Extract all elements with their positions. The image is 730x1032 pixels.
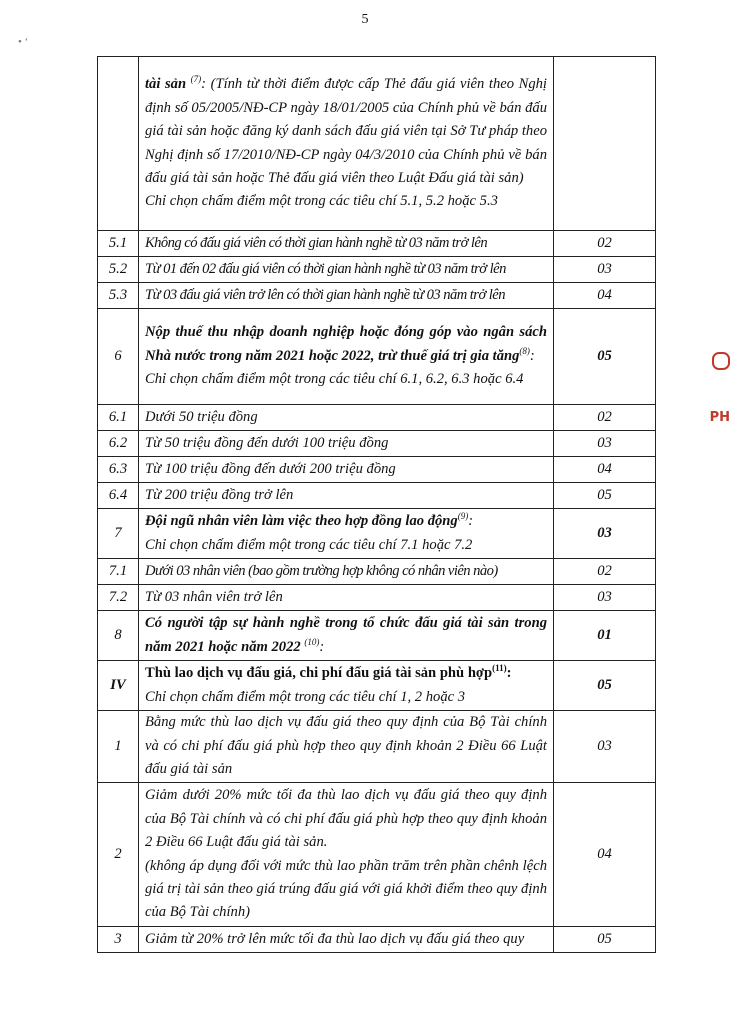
row-number: 7.1 — [98, 559, 139, 585]
criterion-text: Bằng mức thù lao dịch vụ đấu giá theo quy định của Bộ Tài chính và có chi phí đấu giá phù hợp theo quy định khoản 2 Điều 66 Luật đấu giá tài sản — [139, 711, 554, 783]
criterion-text: Từ 50 triệu đồng đến dưới 100 triệu đồng — [139, 431, 554, 457]
row-number: 1 — [98, 711, 139, 783]
table-row — [98, 611, 656, 661]
criterion-text: Từ 03 đấu giá viên trở lên có thời gian hành nghề từ 03 năm trở lên — [139, 283, 554, 309]
table-row — [98, 57, 656, 231]
table-row — [98, 309, 656, 405]
criterion-description: : — [529, 347, 535, 364]
score: 03 — [554, 431, 656, 457]
score: 03 — [554, 509, 656, 559]
criterion-text — [139, 509, 554, 559]
footnote-ref: (7) — [190, 74, 202, 85]
score: 04 — [554, 783, 656, 927]
footnote-ref: (8) — [519, 345, 530, 356]
score: 05 — [554, 309, 656, 405]
score: 04 — [554, 283, 656, 309]
row-number: 6 — [98, 309, 139, 405]
score: 02 — [554, 559, 656, 585]
row-number — [98, 57, 139, 231]
row-number: 6.3 — [98, 457, 139, 483]
criterion-text — [139, 783, 554, 927]
table-row — [98, 559, 656, 585]
row-number: 6.4 — [98, 483, 139, 509]
criterion-description: : — [468, 513, 474, 530]
score: 04 — [554, 457, 656, 483]
table-row — [98, 257, 656, 283]
table-row — [98, 661, 656, 711]
criterion-title: Đội ngũ nhân viên làm việc theo hợp đồng lao động — [145, 513, 458, 530]
row-number: 3 — [98, 927, 139, 953]
score: 05 — [554, 483, 656, 509]
criterion-text: Từ 03 nhân viên trở lên — [139, 585, 554, 611]
criterion-description: : (Tính từ thời điểm được cấp Thẻ đấu giá viên theo Nghị định số 05/2005/NĐ-CP ngày 18/01/2005 của Chính phủ về bán đấu giá tài sản hoặc đăng ký danh sách đấu giá viên tại Sở Tư pháp theo Nghị định số 17/2010/NĐ-CP ngày 04/3/2010 của Chính phủ về bán đấu giá tài sản hoặc Thẻ đấu giá viên theo Luật Đấu giá tài sản) — [145, 76, 547, 186]
score — [554, 57, 656, 231]
table-row — [98, 405, 656, 431]
footnote-ref: (9) — [457, 511, 469, 522]
footnote-ref: (11) — [492, 663, 507, 674]
row-number: 6.2 — [98, 431, 139, 457]
table-row — [98, 483, 656, 509]
score: 03 — [554, 711, 656, 783]
criterion-text — [139, 611, 554, 661]
table-row — [98, 927, 656, 953]
table-row — [98, 431, 656, 457]
table-row — [98, 585, 656, 611]
score: 03 — [554, 257, 656, 283]
criterion-text — [139, 661, 554, 711]
row-number: 5.3 — [98, 283, 139, 309]
table-row — [98, 509, 656, 559]
table-row — [98, 457, 656, 483]
criterion-text: Giảm từ 20% trở lên mức tối đa thù lao dịch vụ đấu giá theo quy — [139, 927, 554, 953]
criterion-title: Thù lao dịch vụ đấu giá, chi phí đấu giá tài sản phù hợp — [145, 665, 493, 682]
criterion-title: Nộp thuế thu nhập doanh nghiệp hoặc đóng góp vào ngân sách Nhà nước trong năm 2021 hoặc 2022, trừ thuế giá trị gia tăng — [145, 324, 547, 364]
row-number: 7.2 — [98, 585, 139, 611]
criterion-text: Từ 100 triệu đồng đến dưới 200 triệu đồng — [139, 457, 554, 483]
row-number: IV — [98, 661, 139, 711]
score: 05 — [554, 927, 656, 953]
row-number: 2 — [98, 783, 139, 927]
table-row — [98, 283, 656, 309]
criterion-text: Từ 01 đến 02 đấu giá viên có thời gian hành nghề từ 03 năm trở lên — [139, 257, 554, 283]
criterion-text: Không có đấu giá viên có thời gian hành nghề từ 03 năm trở lên — [139, 231, 554, 257]
criterion-text — [139, 309, 554, 405]
table-row — [98, 231, 656, 257]
row-number: 7 — [98, 509, 139, 559]
choose-instruction: Chỉ chọn chấm điểm một trong các tiêu chí 1, 2 hoặc 3 — [145, 688, 466, 705]
criterion-main: Giảm dưới 20% mức tối đa thù lao dịch vụ đấu giá theo quy định của Bộ Tài chính và có chi phí đấu giá phù hợp theo quy định khoản 2 Điều 66 Luật đấu giá tài sản. — [145, 787, 547, 851]
row-number: 5.2 — [98, 257, 139, 283]
criterion-text: Dưới 50 triệu đồng — [139, 405, 554, 431]
score: 02 — [554, 231, 656, 257]
criteria-table — [97, 56, 656, 953]
row-number: 6.1 — [98, 405, 139, 431]
score: 02 — [554, 405, 656, 431]
stamp-fragment-text: PH — [709, 410, 730, 425]
criterion-note: (không áp dụng đối với mức thù lao phần trăm trên phần chênh lệch giá trị tài sản theo giá trúng đấu giá với giá khởi điểm theo quy định của Bộ Tài chính) — [145, 857, 547, 921]
choose-instruction: Chỉ chọn chấm điểm một trong các tiêu chí 6.1, 6.2, 6.3 hoặc 6.4 — [145, 371, 524, 388]
criterion-text — [139, 57, 554, 231]
row-number: 5.1 — [98, 231, 139, 257]
scan-mark: • ‘ — [18, 36, 29, 48]
page-number: 5 — [361, 12, 369, 27]
footnote-ref: (10) — [304, 636, 320, 647]
criterion-description: : — [319, 638, 325, 655]
table-row — [98, 711, 656, 783]
stamp-fragment-seal — [712, 352, 730, 370]
choose-instruction: Chỉ chọn chấm điểm một trong các tiêu chí 5.1, 5.2 hoặc 5.3 — [145, 193, 498, 210]
choose-instruction: Chỉ chọn chấm điểm một trong các tiêu chí 7.1 hoặc 7.2 — [145, 536, 473, 553]
score: 03 — [554, 585, 656, 611]
score: 05 — [554, 661, 656, 711]
table-row — [98, 783, 656, 927]
criterion-title: Có người tập sự hành nghề trong tổ chức đấu giá tài sản trong năm 2021 hoặc năm 2022 — [145, 615, 547, 655]
criterion-title: tài sản — [145, 76, 187, 93]
criterion-text: Từ 200 triệu đồng trở lên — [139, 483, 554, 509]
row-number: 8 — [98, 611, 139, 661]
score: 01 — [554, 611, 656, 661]
criterion-description: : — [506, 665, 512, 682]
criterion-text: Dưới 03 nhân viên (bao gồm trường hợp không có nhân viên nào) — [139, 559, 554, 585]
